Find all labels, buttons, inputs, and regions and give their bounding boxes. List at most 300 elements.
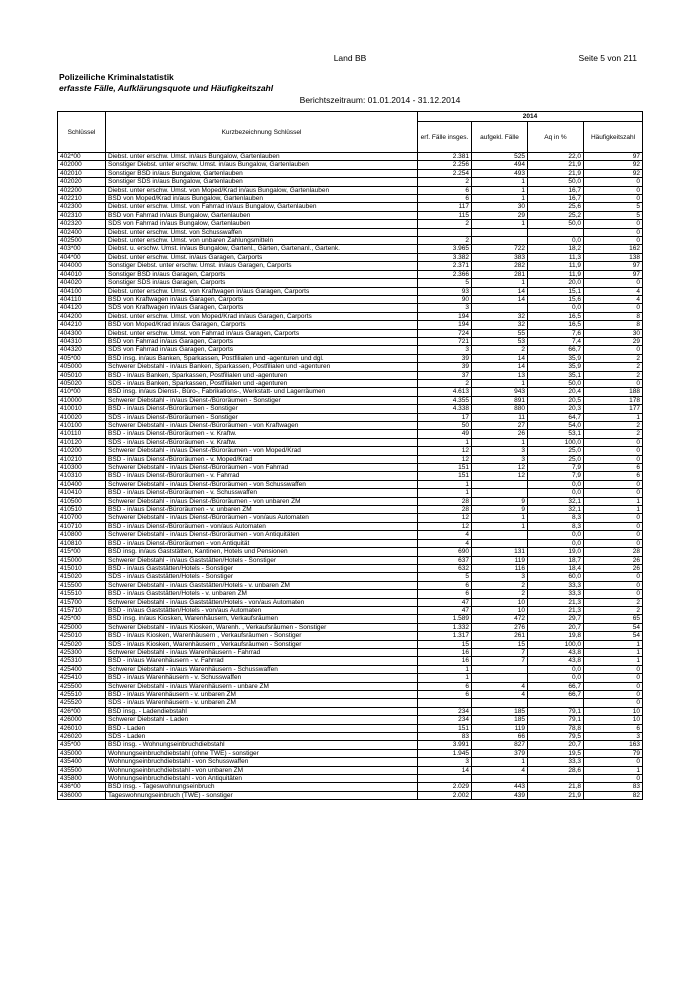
solved-cell: 494 [472, 161, 528, 169]
solved-cell: 3 [472, 455, 528, 463]
hz-cell: 177 [584, 405, 643, 413]
aq-cell: 54,0 [528, 422, 584, 430]
description-cell: BSD insg. in/aus Dienst-, Büro-, Fabrikations-, Werkstatt- und Lagerräumen [106, 388, 418, 396]
solved-cell: 439 [472, 791, 528, 799]
hz-cell: 1 [584, 413, 643, 421]
description-cell: Schwerer Diebstahl - in/aus Warenhäusern - Schusswaffen [106, 665, 418, 673]
solved-cell [472, 665, 528, 673]
description-cell: Wohnungseinbruchdiebstahl - von Schusswaffen [106, 758, 418, 766]
table-row [58, 707, 643, 715]
hz-cell: 83 [584, 783, 643, 791]
key-cell: 410300 [58, 464, 106, 472]
table-row [58, 321, 643, 329]
cases-cell: 5 [418, 573, 472, 581]
solved-cell [472, 531, 528, 539]
table-row [58, 783, 643, 791]
key-cell: 410020 [58, 413, 106, 421]
aq-cell: 16,7 [528, 186, 584, 194]
cases-cell: 3.991 [418, 741, 472, 749]
hz-cell: 138 [584, 253, 643, 261]
aq-cell: 19,5 [528, 749, 584, 757]
key-cell: 415710 [58, 606, 106, 614]
aq-cell: 7,4 [528, 337, 584, 345]
key-cell: 435*00 [58, 741, 106, 749]
description-cell: Schwerer Diebstahl - in/aus Dienst-/Büroräumen - von Fahrrad [106, 464, 418, 472]
aq-cell: 25,0 [528, 455, 584, 463]
key-cell: 410110 [58, 430, 106, 438]
hz-cell: 30 [584, 329, 643, 337]
cases-cell: 2.254 [418, 169, 472, 177]
solved-cell: 1 [472, 279, 528, 287]
hz-cell: 97 [584, 270, 643, 278]
key-cell: 425500 [58, 682, 106, 690]
hz-cell: 1 [584, 766, 643, 774]
description-cell: Schwerer Diebstahl - in/aus Warenhäusern - unbare ZM [106, 682, 418, 690]
solved-cell: 14 [472, 295, 528, 303]
aq-cell: 0,0 [528, 237, 584, 245]
key-cell: 410500 [58, 497, 106, 505]
key-cell: 425010 [58, 632, 106, 640]
description-cell: BSD - in/aus Dienst-/Büroräumen - v. Schusswaffen [106, 489, 418, 497]
aq-cell: 20,7 [528, 741, 584, 749]
solved-cell: 2 [472, 590, 528, 598]
description-cell: Sonstiger Diebst. unter erschw. Umst. in/aus Bungalow, Gartenlauben [106, 161, 418, 169]
solved-cell [472, 480, 528, 488]
description-cell: Schwerer Diebstahl - in/aus Gaststätten/Hotels - Sonstiger [106, 556, 418, 564]
cases-cell: 724 [418, 329, 472, 337]
solved-cell: 32 [472, 321, 528, 329]
description-cell: Wohnungseinbruchdiebstahl - von unbaren ZM [106, 766, 418, 774]
aq-cell: 43,8 [528, 657, 584, 665]
table-row [58, 186, 643, 194]
key-cell: 435000 [58, 749, 106, 757]
cases-cell: 151 [418, 464, 472, 472]
description-cell: BSD - in/aus Warenhäusern - v. Schusswaffen [106, 674, 418, 682]
hz-cell: 2 [584, 606, 643, 614]
aq-cell: 79,1 [528, 716, 584, 724]
cases-cell: 1 [418, 438, 472, 446]
description-cell: BSD - in/aus Dienst-/Büroräumen - v. unbaren ZM [106, 506, 418, 514]
key-cell: 415500 [58, 581, 106, 589]
key-cell: 402*00 [58, 153, 106, 161]
key-cell: 410700 [58, 514, 106, 522]
aq-cell: 20,5 [528, 396, 584, 404]
aq-cell: 28,6 [528, 766, 584, 774]
statistics-table [57, 111, 643, 800]
description-cell: BSD insg. - Ladendiebstahl [106, 707, 418, 715]
description-cell: BSD - Laden [106, 724, 418, 732]
hz-cell: 0 [584, 178, 643, 186]
table-row [58, 590, 643, 598]
hz-cell: 0 [584, 447, 643, 455]
description-cell: SDS - in/aus Kiosken, Warenhäusern , Verkaufsräumen - Sonstiger [106, 640, 418, 648]
description-cell: SDS - in/aus Dienst-/Büroräumen - Sonstiger [106, 413, 418, 421]
hz-cell: 0 [584, 522, 643, 530]
aq-cell: 21,3 [528, 598, 584, 606]
table-row [58, 346, 643, 354]
cases-cell: 6 [418, 581, 472, 589]
cases-cell: 2.029 [418, 783, 472, 791]
table-row [58, 371, 643, 379]
description-cell: SDS - in/aus Warenhäusern - v. unbaren ZM [106, 699, 418, 707]
description-cell: BSD - in/aus Gaststätten/Hotels - von/aus Automaten [106, 606, 418, 614]
key-cell: 404210 [58, 321, 106, 329]
table-row [58, 422, 643, 430]
aq-cell [528, 228, 584, 236]
description-cell: SDS - in/aus Banken, Sparkassen, Postfilialen und -agenturen [106, 379, 418, 387]
cases-cell: 12 [418, 514, 472, 522]
table-row [58, 413, 643, 421]
cases-cell: 3.965 [418, 245, 472, 253]
key-cell: 415510 [58, 590, 106, 598]
solved-cell: 10 [472, 598, 528, 606]
hz-cell: 178 [584, 396, 643, 404]
description-cell: Sonstiger BSD in/aus Bungalow, Gartenlauben [106, 169, 418, 177]
key-cell: 435800 [58, 775, 106, 783]
hz-cell: 92 [584, 161, 643, 169]
description-cell: SDS - in/aus Gaststätten/Hotels - Sonstiger [106, 573, 418, 581]
report-subtitle: erfasste Fälle, Aufklärungsquote und Häufigkeitszahl [59, 83, 274, 93]
cases-cell: 12 [418, 447, 472, 455]
cases-cell: 28 [418, 506, 472, 514]
table-row [58, 161, 643, 169]
key-cell: 404200 [58, 312, 106, 320]
table-row [58, 262, 643, 270]
description-cell: BSD - in/aus Dienst-/Büroräumen - v. Fahrrad [106, 472, 418, 480]
table-row [58, 665, 643, 673]
description-cell: BSD von Fahrrad in/aus Garagen, Carports [106, 337, 418, 345]
solved-cell: 4 [472, 691, 528, 699]
key-cell: 415020 [58, 573, 106, 581]
key-cell: 415*00 [58, 548, 106, 556]
description-cell: SDS - in/aus Dienst-/Büroräumen - v. Kraftw. [106, 438, 418, 446]
cases-cell: 721 [418, 337, 472, 345]
solved-cell: 1 [472, 220, 528, 228]
key-cell: 405*00 [58, 354, 106, 362]
table-row [58, 615, 643, 623]
aq-cell: 50,0 [528, 220, 584, 228]
solved-cell: 185 [472, 716, 528, 724]
cases-cell: 2.371 [418, 262, 472, 270]
cases-cell: 4.338 [418, 405, 472, 413]
key-cell: 410800 [58, 531, 106, 539]
aq-cell: 15,1 [528, 287, 584, 295]
cases-cell: 6 [418, 195, 472, 203]
key-cell: 403*00 [58, 245, 106, 253]
hz-cell: 97 [584, 262, 643, 270]
cases-cell: 151 [418, 724, 472, 732]
hz-cell: 0 [584, 438, 643, 446]
key-cell: 402200 [58, 186, 106, 194]
solved-cell: 281 [472, 270, 528, 278]
aq-cell: 15,6 [528, 295, 584, 303]
description-cell: Schwerer Diebstahl - in/aus Gaststätten/Hotels - v. unbaren ZM [106, 581, 418, 589]
solved-cell: 14 [472, 287, 528, 295]
aq-cell: 21,8 [528, 783, 584, 791]
hz-cell: 26 [584, 556, 643, 564]
hz-cell: 6 [584, 472, 643, 480]
solved-cell: 131 [472, 548, 528, 556]
cases-cell: 2 [418, 178, 472, 186]
aq-cell: 100,0 [528, 640, 584, 648]
hz-cell: 26 [584, 564, 643, 572]
table-row [58, 388, 643, 396]
key-cell: 402500 [58, 237, 106, 245]
cases-cell: 234 [418, 707, 472, 715]
aq-cell: 7,9 [528, 472, 584, 480]
key-cell: 415000 [58, 556, 106, 564]
description-cell: Sonstiger Diebst. unter erschw. Umst. in/aus Garagen, Carports [106, 262, 418, 270]
table-row [58, 438, 643, 446]
description-cell: Diebst. unter erschw. Umst. von Kraftwagen in/aus Garagen, Carports [106, 287, 418, 295]
aq-cell: 19,0 [528, 548, 584, 556]
description-cell: BSD von Kraftwagen in/aus Garagen, Carports [106, 295, 418, 303]
aq-cell: 21,3 [528, 606, 584, 614]
table-row [58, 531, 643, 539]
key-cell: 415010 [58, 564, 106, 572]
hz-cell: 65 [584, 615, 643, 623]
aq-cell: 21,9 [528, 169, 584, 177]
table-row [58, 791, 643, 799]
aq-cell: 66,7 [528, 691, 584, 699]
hz-cell: 2 [584, 422, 643, 430]
cases-cell: 16 [418, 657, 472, 665]
key-cell: 404310 [58, 337, 106, 345]
solved-cell: 119 [472, 556, 528, 564]
cases-cell: 2.381 [418, 153, 472, 161]
description-cell: Tageswohnungseinbruch (TWE) - sonstiger [106, 791, 418, 799]
cases-cell: 2.002 [418, 791, 472, 799]
solved-cell: 1 [472, 438, 528, 446]
hz-cell: 1 [584, 506, 643, 514]
description-cell: BSD - in/aus Gaststätten/Hotels - v. unbaren ZM [106, 590, 418, 598]
aq-cell: 11,9 [528, 262, 584, 270]
aq-cell: 79,5 [528, 733, 584, 741]
key-cell: 426010 [58, 724, 106, 732]
table-body [58, 153, 643, 800]
table-row [58, 455, 643, 463]
key-cell: 425300 [58, 648, 106, 656]
hz-cell: 0 [584, 590, 643, 598]
cases-cell: 2 [418, 379, 472, 387]
solved-cell [472, 489, 528, 497]
table-row [58, 169, 643, 177]
aq-cell: 66,7 [528, 346, 584, 354]
table-row [58, 648, 643, 656]
table-row [58, 758, 643, 766]
table-row [58, 287, 643, 295]
table-row [58, 682, 643, 690]
cases-cell [418, 699, 472, 707]
hz-cell: 1 [584, 657, 643, 665]
column-header-aq: Aq in % [528, 122, 584, 153]
hz-cell: 0 [584, 346, 643, 354]
aq-cell: 50,0 [528, 178, 584, 186]
aq-cell: 0,0 [528, 480, 584, 488]
key-cell: 425400 [58, 665, 106, 673]
cases-cell: 12 [418, 522, 472, 530]
cases-cell: 1 [418, 674, 472, 682]
hz-cell: 2 [584, 371, 643, 379]
solved-cell: 30 [472, 203, 528, 211]
key-cell: 404020 [58, 279, 106, 287]
table-row [58, 598, 643, 606]
solved-cell: 116 [472, 564, 528, 572]
aq-cell: 35,9 [528, 363, 584, 371]
reporting-period: Berichtszeitraum: 01.01.2014 - 31.12.2014 [299, 95, 461, 105]
description-cell: BSD insg. in/aus Gaststätten, Kantinen, Hotels und Pensionen [106, 548, 418, 556]
table-row [58, 514, 643, 522]
cases-cell: 6 [418, 186, 472, 194]
cases-cell: 117 [418, 203, 472, 211]
key-cell: 404000 [58, 262, 106, 270]
column-header-hz: Häufigkeitszahl [584, 122, 643, 153]
solved-cell: 13 [472, 371, 528, 379]
table-row [58, 506, 643, 514]
aq-cell: 25,0 [528, 447, 584, 455]
description-cell: Sonstiger SDS in/aus Garagen, Carports [106, 279, 418, 287]
description-cell: Schwerer Diebstahl - in/aus Dienst-/Büroräumen - Sonstiger [106, 396, 418, 404]
table-row [58, 447, 643, 455]
solved-cell [472, 699, 528, 707]
description-cell: BSD von Fahrrad in/aus Bungalow, Gartenlauben [106, 211, 418, 219]
cases-cell: 4.355 [418, 396, 472, 404]
description-cell: Diebst. unter erschw. Umst. in/aus Bungalow, Gartenlauben [106, 153, 418, 161]
aq-cell: 50,0 [528, 379, 584, 387]
aq-cell: 19,8 [528, 632, 584, 640]
table-row [58, 405, 643, 413]
key-cell: 425020 [58, 640, 106, 648]
aq-cell: 16,7 [528, 195, 584, 203]
aq-cell: 79,1 [528, 707, 584, 715]
aq-cell: 25,6 [528, 203, 584, 211]
cases-cell: 2 [418, 220, 472, 228]
solved-cell: 2 [472, 346, 528, 354]
hz-cell: 54 [584, 623, 643, 631]
solved-cell: 185 [472, 707, 528, 715]
description-cell: Schwerer Diebstahl - Laden [106, 716, 418, 724]
key-cell: 404120 [58, 304, 106, 312]
table-row [58, 716, 643, 724]
aq-cell: 11,3 [528, 253, 584, 261]
table-row [58, 312, 643, 320]
table-row [58, 749, 643, 757]
aq-cell: 32,1 [528, 497, 584, 505]
table-row [58, 354, 643, 362]
aq-cell: 21,9 [528, 161, 584, 169]
description-cell: Schwerer Diebstahl - in/aus Dienst-/Büroräumen - von Moped/Krad [106, 447, 418, 455]
hz-cell: 0 [584, 379, 643, 387]
key-cell: 410100 [58, 422, 106, 430]
description-cell: Schwerer Diebstahl - in/aus Kiosken, Warenh. , Verkaufsräumen - Sonstiger [106, 623, 418, 631]
table-row [58, 556, 643, 564]
aq-cell: 0,0 [528, 531, 584, 539]
hz-cell: 0 [584, 228, 643, 236]
solved-cell: 29 [472, 211, 528, 219]
cases-cell: 50 [418, 422, 472, 430]
cases-cell: 3.382 [418, 253, 472, 261]
solved-cell [472, 228, 528, 236]
solved-cell: 11 [472, 413, 528, 421]
cases-cell: 6 [418, 691, 472, 699]
cases-cell [418, 228, 472, 236]
solved-cell: 276 [472, 623, 528, 631]
table-row [58, 253, 643, 261]
table-row [58, 741, 643, 749]
description-cell: Schwerer Diebstahl - in/aus Dienst-/Büroräumen - von Antiquitäten [106, 531, 418, 539]
table-row [58, 228, 643, 236]
aq-cell: 20,0 [528, 279, 584, 287]
table-row [58, 153, 643, 161]
table-row [58, 699, 643, 707]
key-cell: 402020 [58, 178, 106, 186]
aq-cell: 18,4 [528, 564, 584, 572]
hz-cell: 8 [584, 321, 643, 329]
solved-cell: 1 [472, 758, 528, 766]
description-cell: Schwerer Diebstahl - in/aus Dienst-/Büroräumen - von unbaren ZM [106, 497, 418, 505]
key-cell: 410510 [58, 506, 106, 514]
cases-cell: 12 [418, 455, 472, 463]
hz-cell: 162 [584, 245, 643, 253]
description-cell: BSD - in/aus Kiosken, Warenhäusern , Verkaufsräumen - Sonstiger [106, 632, 418, 640]
hz-cell: 1 [584, 648, 643, 656]
solved-cell: 443 [472, 783, 528, 791]
solved-cell: 1 [472, 379, 528, 387]
table-row [58, 573, 643, 581]
table-row [58, 464, 643, 472]
hz-cell: 0 [584, 531, 643, 539]
table-row [58, 775, 643, 783]
key-cell: 410*00 [58, 388, 106, 396]
page-header-land: Land BB [333, 53, 367, 63]
solved-cell: 9 [472, 506, 528, 514]
description-cell: BSD - in/aus Dienst-/Büroräumen - v. Kraftw. [106, 430, 418, 438]
cases-cell: 1 [418, 665, 472, 673]
hz-cell: 5 [584, 211, 643, 219]
hz-cell: 0 [584, 514, 643, 522]
hz-cell: 0 [584, 186, 643, 194]
key-cell: 436*00 [58, 783, 106, 791]
solved-cell: 880 [472, 405, 528, 413]
solved-cell: 827 [472, 741, 528, 749]
table-row [58, 379, 643, 387]
hz-cell: 0 [584, 279, 643, 287]
table-row [58, 304, 643, 312]
key-cell: 435400 [58, 758, 106, 766]
hz-cell: 0 [584, 237, 643, 245]
key-cell: 404*00 [58, 253, 106, 261]
solved-cell: 3 [472, 573, 528, 581]
page-number: Seite 5 von 211 [578, 53, 637, 63]
key-cell: 402000 [58, 161, 106, 169]
aq-cell: 18,7 [528, 556, 584, 564]
cases-cell: 115 [418, 211, 472, 219]
solved-cell [472, 237, 528, 245]
hz-cell: 0 [584, 573, 643, 581]
aq-cell: 22,0 [528, 153, 584, 161]
cases-cell: 3 [418, 758, 472, 766]
cases-cell: 194 [418, 312, 472, 320]
hz-cell: 0 [584, 699, 643, 707]
key-cell: 425*00 [58, 615, 106, 623]
description-cell: BSD - in/aus Warenhäusern - v. unbaren ZM [106, 691, 418, 699]
table-row [58, 195, 643, 203]
column-header-year: 2014 [418, 112, 643, 122]
key-cell: 425520 [58, 699, 106, 707]
cases-cell: 14 [418, 766, 472, 774]
solved-cell: 7 [472, 648, 528, 656]
aq-cell: 16,5 [528, 312, 584, 320]
